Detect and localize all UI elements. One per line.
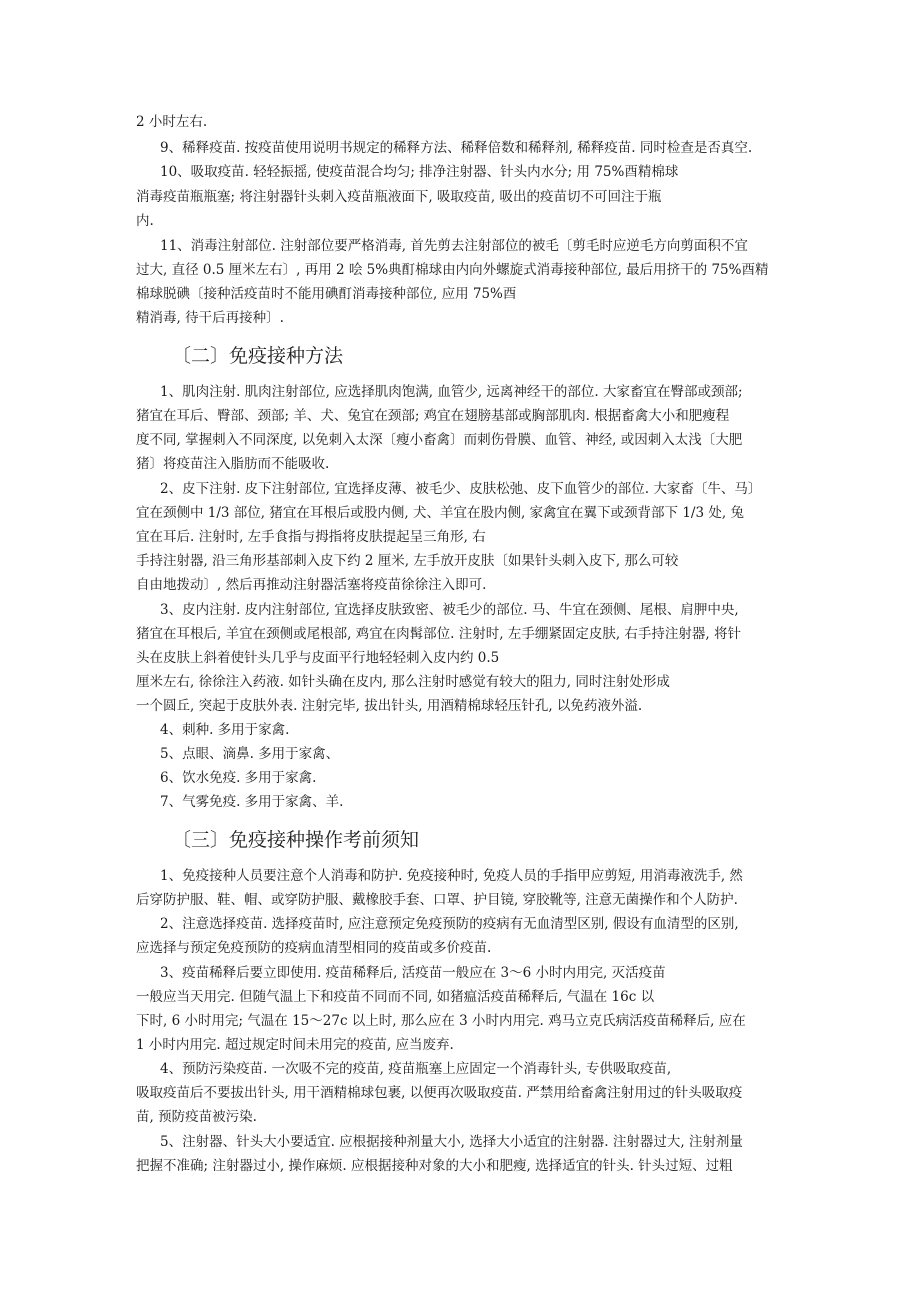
text-line: 2 小时左右.: [136, 114, 208, 130]
paragraph-6: 6、饮水免疫. 多用于家禽.: [160, 770, 317, 786]
text-line: 宜在颈侧中 1/3 部位, 猪宜在耳根后或股内侧, 犬、羊宜在股内侧, 家禽宜在翼下或颈背部下 1/3 处, 兔: [136, 505, 744, 521]
paragraph-intramuscular: 1、肌肉注射. 肌肉注射部位, 应选择肌肉饱满, 血管少, 远离神经干的部位. 大家畜宜在臀部或颈部;: [160, 384, 743, 400]
paragraph-4: 4、刺种. 多用于家禽.: [160, 722, 290, 738]
paragraph-subcutaneous: 2、皮下注射. 皮下注射部位, 宜选择皮薄、被毛少、皮肤松弛、皮下血管少的部位. 大家畜〔牛、马〕: [160, 481, 762, 497]
section-heading-3: 〔三〕免疫接种操作考前须知: [172, 829, 420, 851]
text-line: 猪宜在耳根后, 羊宜在颈侧或尾根部, 鸡宜在肉髯部位. 注射时, 左手绷紧固定皮肤, 右手持注射器, 将针: [136, 626, 741, 642]
text-line: 过大, 直径 0.5 厘米左右〕, 再用 2 哙 5%典酊棉球由内向外螺旋式消毒接种部位, 最后用挤干的 75%酉精: [136, 262, 769, 278]
section-heading-2: 〔二〕免疫接种方法: [172, 345, 344, 367]
paragraph-note-3: 3、疫苗稀释后要立即使用. 疫苗稀释后, 活疫苗一般应在 3〜6 小时内用完, 灭活疫苗: [160, 965, 666, 981]
text-line: 厘米左右, 徐徐注入药液. 如针头确在皮内, 那么注射时感觉有较大的阻力, 同时注射处形成: [136, 674, 670, 690]
text-line: 自由地拨动〕, 然后再推动注射器活塞将疫苗徐徐注入即可.: [136, 577, 487, 593]
paragraph-note-4: 4、预防污染疫苗. 一次吸不完的疫苗, 疫苗瓶塞上应固定一个消毒针头, 专供吸取疫苗,: [160, 1061, 672, 1077]
text-line: 宜在耳后. 注射时, 左手食指与拇指将皮肤提起呈三角形, 右: [136, 529, 486, 545]
paragraph-10: 10、吸取疫苗. 轻轻振摇, 使疫苗混合均匀; 排净注射器、针头内水分; 用 75%酉精棉球: [160, 164, 679, 180]
paragraph-note-1: 1、免疫接种人员要注意个人消毒和防护. 免疫接种时, 免疫人员的手指甲应剪短, 用消毒液洗手, 然: [160, 868, 743, 884]
text-line: 把握不准确; 注射器过小, 操作麻烦. 应根据接种对象的大小和肥瘦, 选择适宜的针头. 针头过短、过粗: [136, 1158, 733, 1174]
paragraph-note-5: 5、注射器、针头大小要适宜. 应根据接种剂量大小, 选择大小适宜的注射器. 注射器过大, 注射剂量: [160, 1134, 743, 1150]
paragraph-5: 5、点眼、滴鼻. 多用于家禽、: [160, 746, 340, 762]
text-line: 消毒疫苗瓶瓶塞; 将注射器针头刺入疫苗瓶液面下, 吸取疫苗, 吸出的疫苗切不可回注于瓶: [136, 189, 662, 205]
text-line: 猪〕将疫苗注入脂肪而不能吸收.: [136, 456, 330, 472]
text-line: 吸取疫苗后不要拔出针头, 用干酒精棉球包裹, 以便再次吸取疫苗. 严禁用给畜禽注射用过的针头吸取疫: [136, 1085, 743, 1101]
text-line: 1 小时内用完. 超过规定时间未用完的疫苗, 应当废弃.: [136, 1037, 454, 1053]
paragraph-11: 11、消毒注射部位. 注射部位要严格消毒, 首先剪去注射部位的被毛〔剪毛时应逆毛方向剪面积不宜: [160, 238, 748, 254]
text-line: 手持注射器, 沿三角形基部刺入皮下约 2 厘米, 左手放开皮肤〔如果针头刺入皮下, 那么可较: [136, 553, 679, 569]
text-line: 应选择与预定免疫预防的疫病血清型相同的疫苗或多价疫苗.: [136, 940, 492, 956]
text-line: 一般应当天用完. 但随气温上下和疫苗不同而不同, 如猪瘟活疫苗稀释后, 气温在 16c 以: [136, 989, 655, 1005]
text-line: 猪宜在耳后、臀部、颈部; 羊、犬、兔宜在颈部; 鸡宜在翅膀基部或胸部肌肉. 根据畜禽大小和肥瘦程: [136, 408, 730, 424]
paragraph-intradermal: 3、皮内注射. 皮内注射部位, 宜选择皮肤致密、被毛少的部位. 马、牛宜在颈侧、尾根、肩胛中央,: [160, 602, 739, 618]
text-line: 下时, 6 小时用完; 气温在 15〜27c 以上时, 那么应在 3 小时内用完. 鸡马立克氏病活疫苗稀释后, 应在: [136, 1013, 746, 1029]
paragraph-9: 9、稀释疫苗. 按疫苗使用说明书规定的稀释方法、稀释倍数和稀释剂, 稀释疫苗. 同时检查是否真空.: [160, 140, 753, 156]
paragraph-note-2: 2、注意选择疫苗. 选择疫苗时, 应注意预定免疫预防的疫病有无血清型区别, 假设有血清型的区别,: [160, 916, 739, 932]
text-line: 一个圆丘, 突起于皮肤外表. 注射完毕, 拔出针头, 用酒精棉球轻压针孔, 以免药液外溢.: [136, 698, 643, 714]
text-line: 精消毒, 待干后再接种〕.: [136, 310, 284, 326]
paragraph-7: 7、气雾免疫. 多用于家禽、羊.: [160, 794, 344, 810]
text-line: 后穿防护服、鞋、帽、或穿防护服、戴橡胶手套、口罩、护目镜, 穿胶靴等, 注意无菌操作和个人防护.: [136, 892, 738, 908]
text-line: 头在皮肤上斜着使针头几乎与皮面平行地轻轻刺入皮内约 0.5: [136, 650, 500, 666]
text-line: 度不同, 掌握刺入不同深度, 以免刺入太深〔瘦小畜禽〕而刺伤骨膜、血管、神经, 或因刺入太浅〔大肥: [136, 432, 743, 448]
text-line: 苗, 预防疫苗被污染.: [136, 1109, 257, 1125]
text-line: 棉球脱碘〔接种活疫苗时不能用碘酊消毒接种部位, 应用 75%酉: [136, 286, 517, 302]
text-line: 内.: [136, 213, 154, 229]
